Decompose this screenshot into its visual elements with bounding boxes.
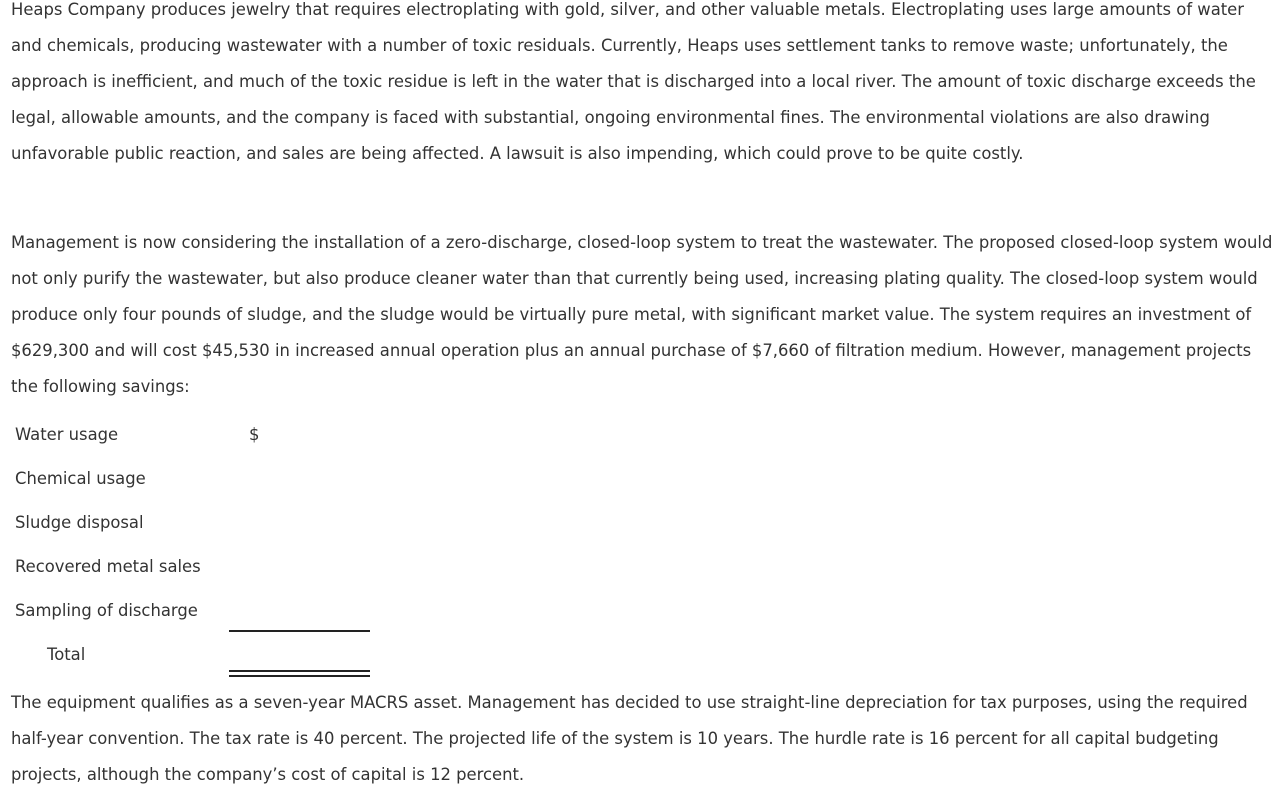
savings-row-label: Water usage xyxy=(15,425,119,444)
proposal-paragraph: Management is now considering the installation of a zero-discharge, closed-loop system to treat the wastewater. The proposed closed-loop system would not only purify the wastewater, but also produce cleaner water than that currently being used, increasing plating quality. The closed-loop system would produce only four pounds of sludge, and the sludge would be virtually pure metal, with significant market value. The system requires an investment of $629,300 and will cost $45,530 in increased annual operation plus an annual purchase of $7,660 of filtration medium. However, management projects the following savings: xyxy=(11,233,1273,396)
savings-row-label: Sampling of discharge xyxy=(15,601,198,620)
total-double-rule xyxy=(229,670,370,677)
total-label: Total xyxy=(47,645,86,664)
savings-table xyxy=(0,0,400,680)
intro-paragraph: Heaps Company produces jewelry that requires electroplating with gold, silver, and other valuable metals. Electroplating uses large amounts of water and chemicals, producing wastewater with a number of toxic residuals. Currently, Heaps uses settlement tanks to remove waste; unfortunately, the approach is inefficient, and much of the toxic residue is left in the water that is discharged into a local river. The amount of toxic discharge exceeds the legal, allowable amounts, and the company is faced with substantial, ongoing environmental fines. The environmental violations are also drawing unfavorable public reaction, and sales are being affected. A lawsuit is also impending, which could prove to be quite costly. xyxy=(11,0,1256,163)
currency-symbol: $ xyxy=(249,425,260,444)
savings-row-label: Sludge disposal xyxy=(15,513,144,532)
closing-paragraph: The equipment qualifies as a seven-year MACRS asset. Management has decided to use straight-line depreciation for tax purposes, using the required half-year convention. The tax rate is 40 percent. The projected life of the system is 10 years. The hurdle rate is 16 percent for all capital budgeting projects, although the company’s cost of capital is 12 percent. xyxy=(11,693,1248,784)
subtotal-rule xyxy=(229,630,370,632)
savings-row-label: Chemical usage xyxy=(15,469,146,488)
savings-row-label: Recovered metal sales xyxy=(15,557,201,576)
